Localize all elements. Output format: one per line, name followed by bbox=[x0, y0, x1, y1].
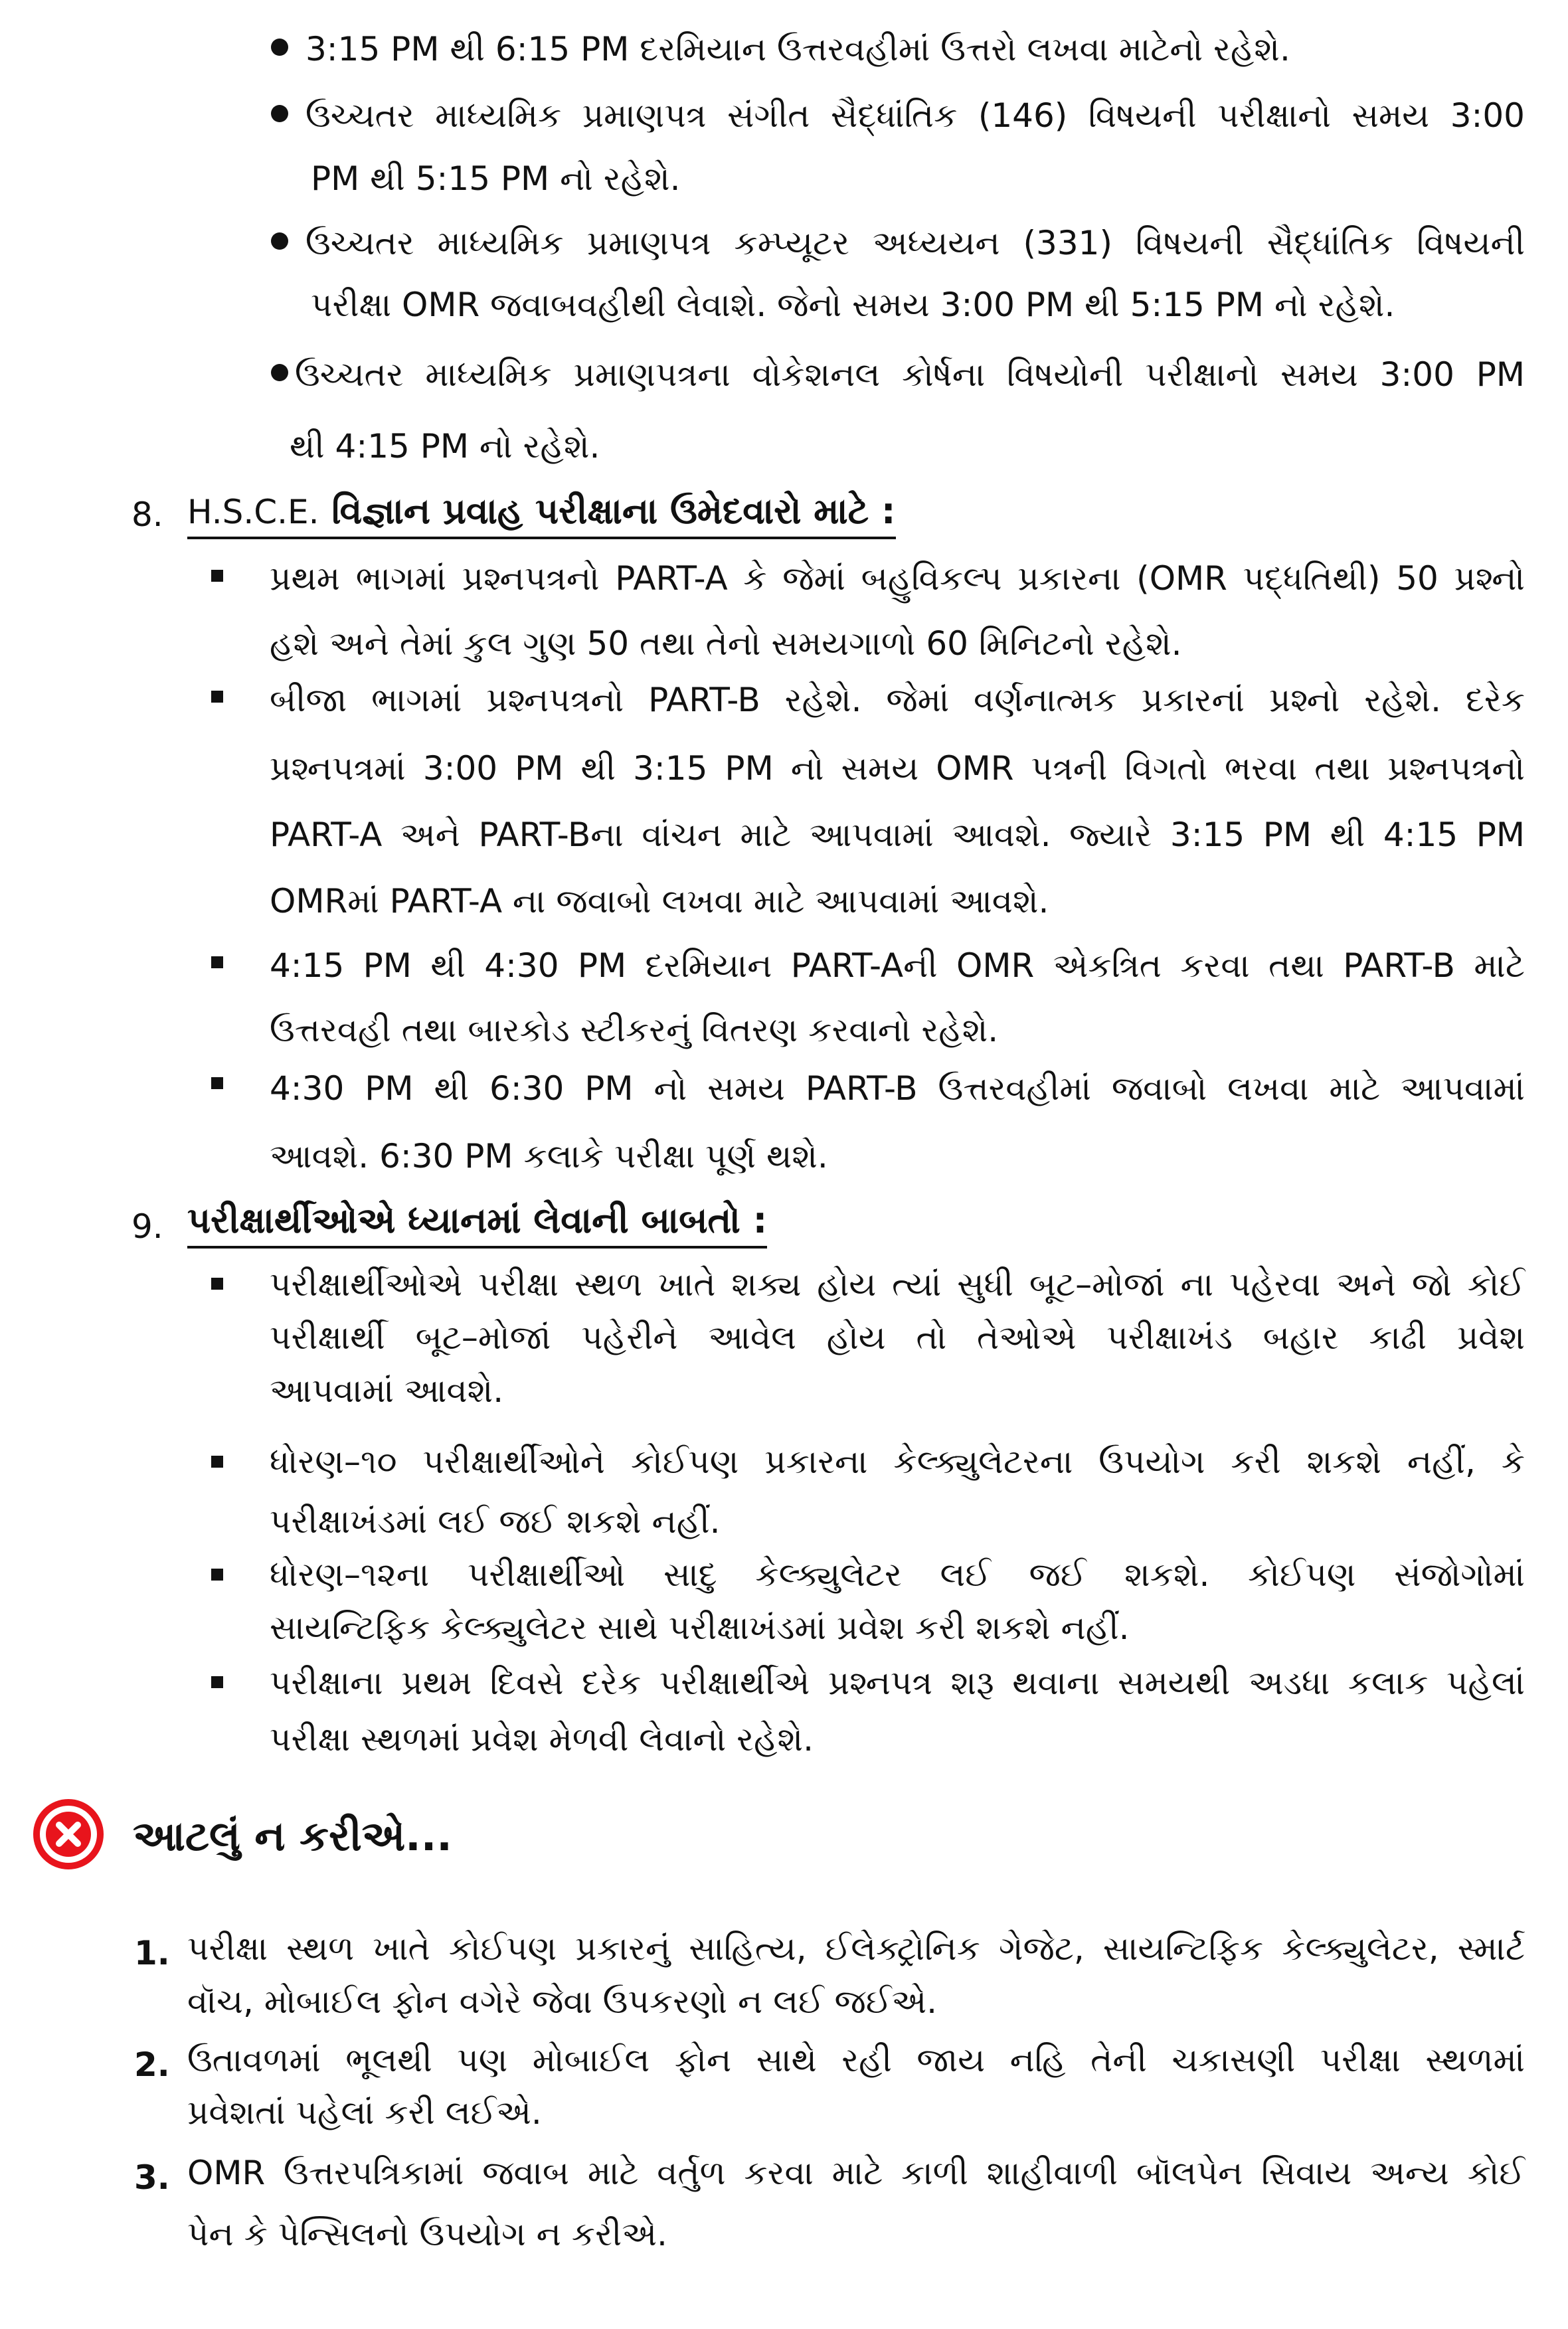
list-item-line: પરીક્ષાના પ્રથમ દિવસે દરેક પરીક્ષાર્થીએ પ્રશ્નપત્ર શરૂ થવાના સમયથી અડધા કલાક પહેલાં bbox=[270, 1664, 1525, 1702]
list-item-line: પ્રથમ ભાગમાં પ્રશ્નપત્રનો PART-A કે જેમાં બહુવિકલ્પ પ્રકારના (OMR પદ્ધતિથી) 50 પ્રશ્નો bbox=[270, 559, 1525, 598]
list-item-line: હશે અને તેમાં કુલ ગુણ 50 તથા તેનો સમયગાળો 60 મિનિટનો રહેશે. bbox=[270, 624, 1182, 663]
list-item-line: પેન કે પેન્સિલનો ઉપયોગ ન કરીએ. bbox=[187, 2215, 667, 2253]
list-item-line-wrap bbox=[305, 224, 1525, 263]
list-item-line-wrap bbox=[270, 946, 1525, 986]
list-item-line-wrap bbox=[270, 1318, 1525, 1357]
bullet-square-icon bbox=[211, 691, 223, 703]
list-item-line: આપવામાં આવશે. bbox=[270, 1371, 504, 1410]
section-title: વિજ્ઞાન પ્રવાહ પરીક્ષાના ઉમેદવારો માટે : bbox=[331, 490, 896, 532]
list-item-line-wrap bbox=[270, 816, 1525, 855]
list-item-line: વૉચ, મોબાઈલ ફોન વગેરે જેવા ઉપકરણો ન લઈ જઈએ. bbox=[187, 1982, 938, 2021]
list-item-line: પરીક્ષાખંડમાં લઈ જઈ શકશે નહીં. bbox=[270, 1502, 721, 1541]
bullet-dot-icon bbox=[271, 364, 288, 381]
list-item-line: OMR ઉત્તરપત્રિકામાં જવાબ માટે વર્તુળ કરવા માટે કાળી શાહીવાળી બૉલપેન સિવાય અન્ય કોઈ bbox=[187, 2154, 1525, 2192]
list-item-line-wrap bbox=[187, 1929, 1525, 1968]
list-item-line: આવશે. 6:30 PM કલાકે પરીક્ષા પૂર્ણ થશે. bbox=[270, 1137, 828, 1175]
list-item-line: OMRમાં PART-A ના જવાબો લખવા માટે આપવામાં આવશે. bbox=[270, 882, 1049, 920]
bullet-square-icon bbox=[211, 570, 223, 582]
list-item-line: 3:15 PM થી 6:15 PM દરમિયાન ઉત્તરવહીમાં ઉત્તરો લખવા માટેનો રહેશે. bbox=[305, 30, 1290, 68]
list-item-line: પરીક્ષાર્થી બૂટ–મોજાં પહેરીને આવેલ હોય તો તેઓએ પરીક્ષાખંડ બહાર કાઢી પ્રવેશ bbox=[270, 1318, 1525, 1357]
list-item-line: સાયન્ટિફિક કેલ્ક્યુલેટર સાથે પરીક્ષાખંડમાં પ્રવેશ કરી શકશે નહીં. bbox=[270, 1608, 1130, 1647]
bullet-square-icon bbox=[211, 1077, 223, 1089]
list-item-line-wrap bbox=[187, 2154, 1525, 2193]
list-item-line: PM થી 5:15 PM નો રહેશે. bbox=[311, 159, 681, 198]
list-item-line-wrap bbox=[270, 1442, 1525, 1482]
list-item-line: પરીક્ષા OMR જવાબવહીથી લેવાશે. જેનો સમય 3:00 PM થી 5:15 PM નો રહેશે. bbox=[311, 286, 1395, 324]
list-number: 3. bbox=[134, 2158, 170, 2197]
list-item-line: ઉચ્ચતર માધ્યમિક પ્રમાણપત્રના વોકેશનલ કોર્ષના વિષયોની પરીક્ષાનો સમય 3:00 PM bbox=[295, 355, 1525, 394]
section-heading bbox=[187, 490, 896, 539]
list-item-line-wrap bbox=[270, 749, 1525, 788]
bullet-square-icon bbox=[211, 1456, 223, 1468]
list-item-line: પરીક્ષાર્થીઓએ પરીક્ષા સ્થળ ખાતે શક્ય હોય ત્યાં સુધી બૂટ–મોજાં ના પહેરવા અને જો કોઈ bbox=[270, 1265, 1525, 1304]
list-item-line: પરીક્ષા સ્થળ ખાતે કોઈપણ પ્રકારનું સાહિત્ય, ઈલેક્ટ્રોનિક ગેજેટ, સાયન્ટિફિક કેલ્ક્યુલેટર, સ્માર્ટ bbox=[187, 1929, 1525, 1968]
list-item-line: ઉત્તરવહી તથા બારકોડ સ્ટીકરનું વિતરણ કરવાનો રહેશે. bbox=[270, 1011, 999, 1049]
list-item-line: પ્રવેશતાં પહેલાં કરી લઈએ. bbox=[187, 2093, 542, 2132]
list-item-line-wrap bbox=[270, 1069, 1525, 1108]
list-item-line: ઉતાવળમાં ભૂલથી પણ મોબાઈલ ફોન સાથે રહી જાય નહિ તેની ચકાસણી પરીક્ષા સ્થળમાં bbox=[187, 2041, 1525, 2079]
bullet-square-icon bbox=[211, 1569, 223, 1581]
list-item-line-wrap bbox=[270, 1265, 1525, 1304]
list-item-line-wrap bbox=[270, 559, 1525, 598]
list-item-line: બીજા ભાગમાં પ્રશ્નપત્રનો PART-B રહેશે. જેમાં વર્ણનાત્મક પ્રકારનાં પ્રશ્નો રહેશે. દરેક bbox=[270, 681, 1525, 719]
section-title: પરીક્ષાર્થીઓએ ધ્યાનમાં લેવાની બાબતો : bbox=[187, 1199, 767, 1249]
list-item-line: પ્રશ્નપત્રમાં 3:00 PM થી 3:15 PM નો સમય OMR પત્રની વિગતો ભરવા તથા પ્રશ્નપત્રનો bbox=[270, 749, 1525, 788]
list-item-line: પરીક્ષા સ્થળમાં પ્રવેશ મેળવી લેવાનો રહેશે. bbox=[270, 1720, 814, 1759]
bullet-dot-icon bbox=[271, 105, 288, 122]
list-item-line: ઉચ્ચતર માધ્યમિક પ્રમાણપત્ર કમ્પ્યૂટર અધ્યયન (331) વિષયની સૈદ્ધાંતિક વિષયની bbox=[305, 224, 1525, 262]
list-item-line: ધોરણ–૧૦ પરીક્ષાર્થીઓને કોઈપણ પ્રકારના કેલ્ક્યુલેટરના ઉપયોગ કરી શકશે નહીં, કે bbox=[270, 1442, 1525, 1481]
list-item-line-wrap bbox=[187, 2041, 1525, 2080]
list-item-line: 4:30 PM થી 6:30 PM નો સમય PART-B ઉત્તરવહીમાં જવાબો લખવા માટે આપવામાં bbox=[270, 1069, 1525, 1108]
list-item-line-wrap bbox=[295, 355, 1525, 394]
list-item-line-wrap bbox=[270, 1555, 1525, 1595]
list-item-line-wrap bbox=[270, 1664, 1525, 1703]
bullet-square-icon bbox=[211, 1676, 223, 1688]
section-number: 9. bbox=[131, 1207, 163, 1246]
bullet-dot-icon bbox=[271, 232, 288, 250]
list-item-line: 4:15 PM થી 4:30 PM દરમિયાન PART-Aની OMR એકત્રિત કરવા તથા PART-B માટે bbox=[270, 946, 1525, 985]
dont-heading: આટલું ન કરીએ... bbox=[133, 1812, 452, 1860]
list-item-line-wrap bbox=[305, 96, 1525, 135]
bullet-square-icon bbox=[211, 1278, 223, 1290]
bullet-dot-icon bbox=[271, 39, 288, 56]
cross-circle-icon bbox=[32, 1798, 105, 1871]
list-number: 2. bbox=[134, 2045, 170, 2084]
list-number: 1. bbox=[134, 1934, 170, 1972]
list-item-line: થી 4:15 PM નો રહેશે. bbox=[290, 427, 600, 466]
list-item-line-wrap bbox=[270, 681, 1525, 720]
list-item-line: ધોરણ–૧૨ના પરીક્ષાર્થીઓ સાદુ કેલ્ક્યુલેટર લઈ જઈ શકશે. કોઈપણ સંજોગોમાં bbox=[270, 1555, 1525, 1594]
list-item-line: PART-A અને PART-Bના વાંચન માટે આપવામાં આવશે. જ્યારે 3:15 PM થી 4:15 PM bbox=[270, 816, 1525, 854]
bullet-square-icon bbox=[211, 956, 223, 968]
list-item-line: ઉચ્ચતર માધ્યમિક પ્રમાણપત્ર સંગીત સૈદ્ધાંતિક (146) વિષયની પરીક્ષાનો સમય 3:00 bbox=[305, 96, 1525, 135]
section-number: 8. bbox=[131, 495, 163, 534]
section-prefix: H.S.C.E. bbox=[187, 493, 319, 531]
